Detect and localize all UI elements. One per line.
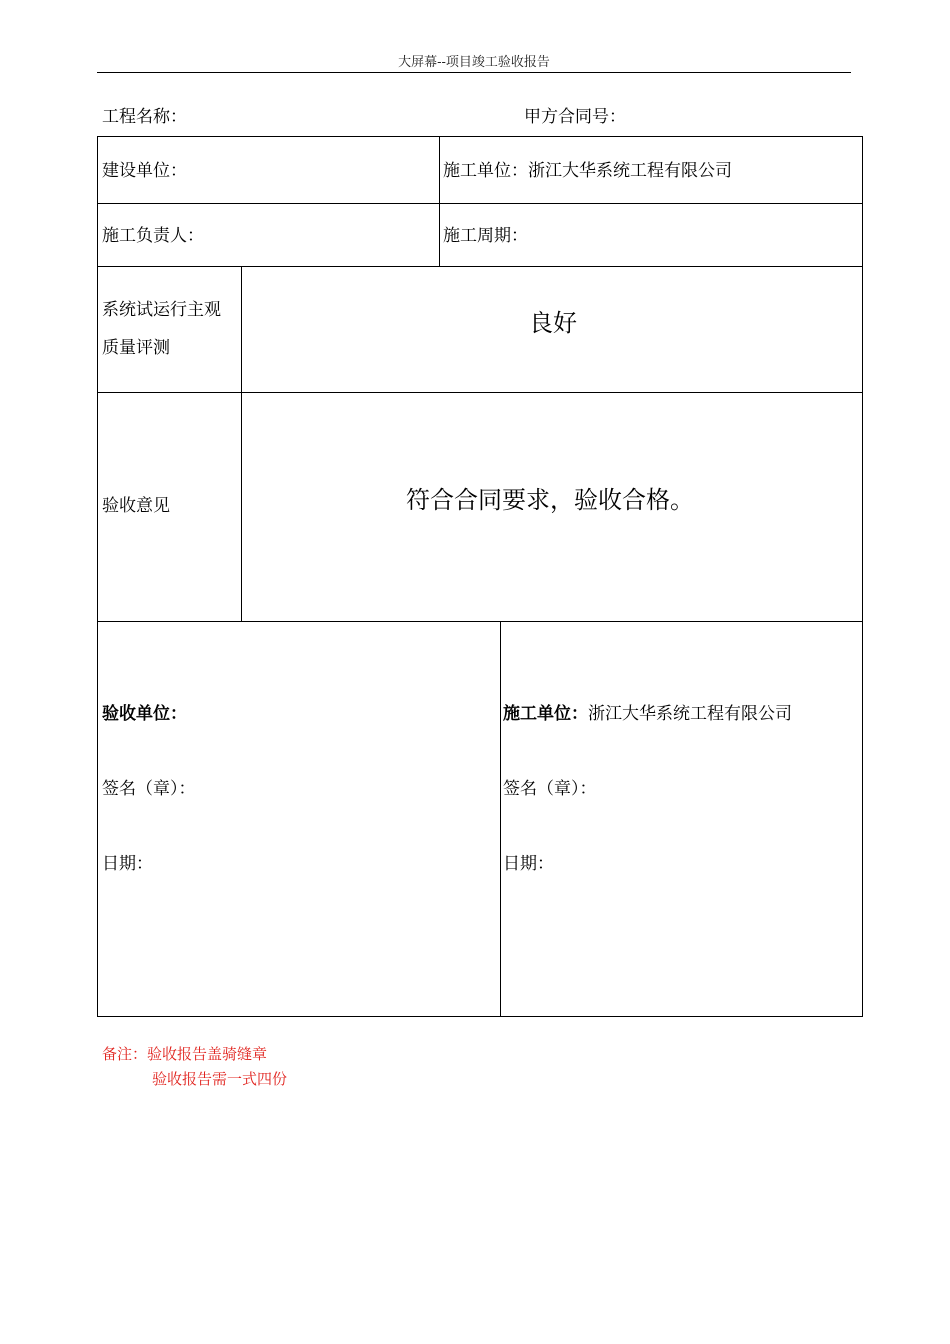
header-divider [97, 72, 851, 73]
opinion-value: 符合合同要求，验收合格。 [406, 486, 694, 514]
trial-label-line2: 质量评测 [102, 338, 170, 358]
page-header-title: 大屏幕--项目竣工验收报告 [398, 55, 550, 70]
table-row-divider [97, 266, 863, 267]
note-line-1 [102, 1044, 267, 1064]
project-name-label: 工程名称： [102, 107, 187, 127]
note-prefix: 备注： [102, 1045, 148, 1063]
table-row-divider [97, 203, 863, 204]
manager-label: 施工负责人： [102, 226, 204, 246]
acceptance-unit-label: 验收单位： [102, 704, 187, 724]
right-signature-label: 签名（章）： [503, 779, 597, 799]
right-date-label: 日期： [503, 854, 554, 874]
builder-label: 建设单位： [102, 161, 187, 181]
constructor-label: 施工单位： [443, 161, 528, 181]
note-text-1: 验收报告盖骑缝章 [147, 1045, 268, 1063]
table-col-divider [241, 266, 242, 622]
period-label: 施工周期： [443, 226, 528, 246]
construction-unit-name: 浙江大华系统工程有限公司 [588, 704, 792, 724]
note-line-2: 验收报告需一式四份 [152, 1070, 288, 1088]
construction-unit-label: 施工单位： [503, 704, 588, 724]
signature-col-divider [500, 621, 501, 1017]
contract-no-label: 甲方合同号： [524, 107, 626, 127]
acceptance-table [97, 136, 863, 622]
opinion-label: 验收意见 [102, 496, 170, 516]
left-signature-label: 签名（章）： [102, 779, 196, 799]
construction-unit-cell [503, 703, 792, 725]
trial-value: 良好 [529, 309, 577, 337]
trial-label-line1: 系统试运行主观 [102, 300, 221, 320]
constructor-name: 浙江大华系统工程有限公司 [528, 161, 732, 181]
table-row-divider [97, 392, 863, 393]
constructor-cell [443, 160, 732, 182]
signature-table [97, 621, 863, 1017]
left-date-label: 日期： [102, 854, 153, 874]
table-col-divider [439, 136, 440, 267]
